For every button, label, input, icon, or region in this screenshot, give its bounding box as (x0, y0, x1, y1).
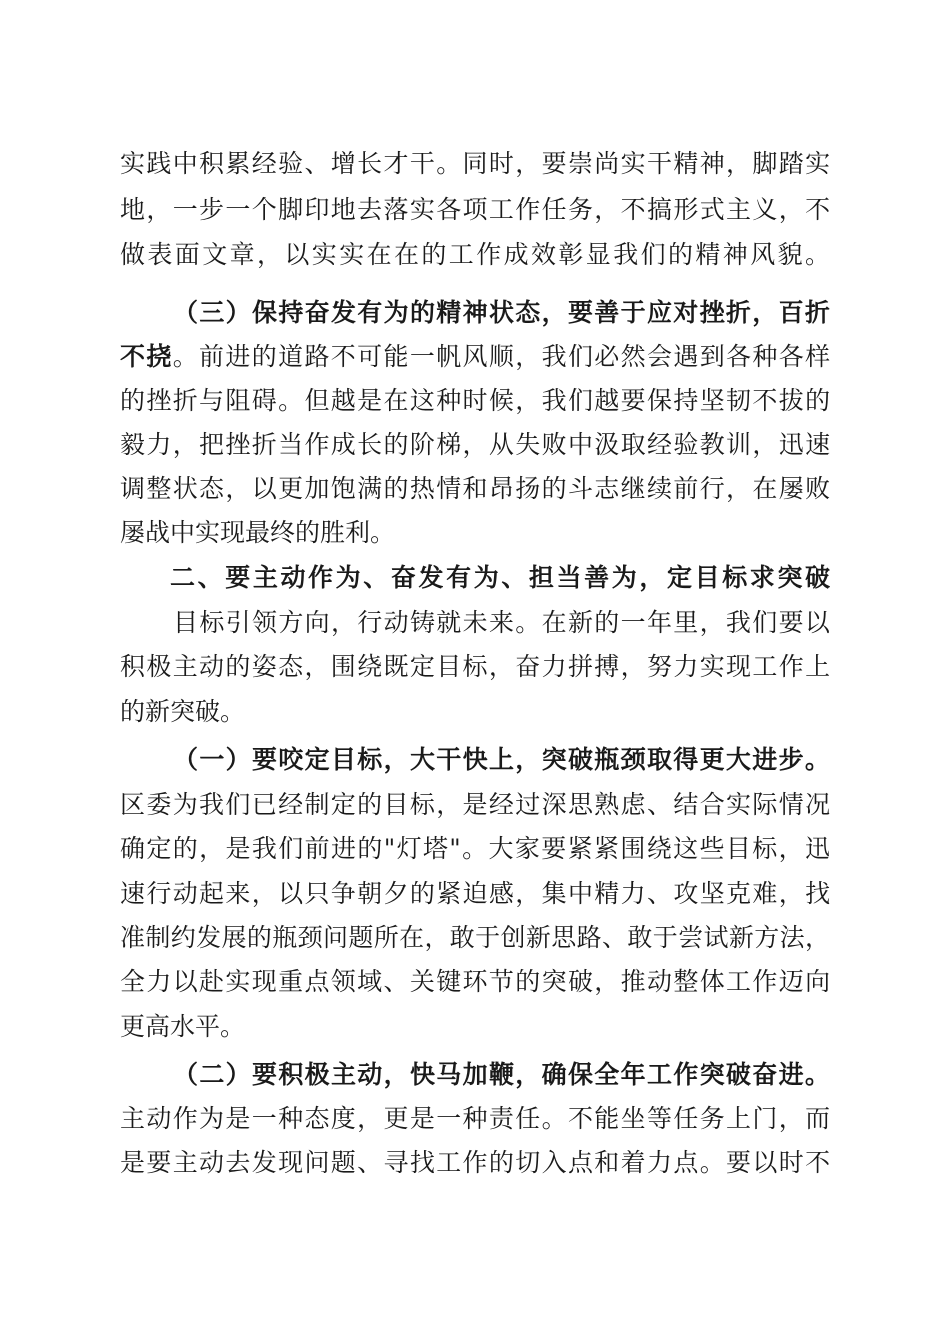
subsection-heading: （二）要积极主动，快马加鞭，确保全年工作突破奋进。 (173, 1060, 832, 1089)
bold-lead-text: （三）保持奋发有为的精神状态，要善于应对挫折，百折 (173, 298, 832, 327)
text-line: 区委为我们已经制定的目标，是经过深思熟虑、结合实际情况 (120, 790, 832, 819)
text-line: 确定的，是我们前进的"灯塔"。大家要紧紧围绕这些目标，迅 (120, 834, 832, 863)
subsection-heading: （一）要咬定目标，大干快上，突破瓶颈取得更大进步。 (173, 745, 832, 774)
text-line: 屡战中实现最终的胜利。 (120, 518, 396, 547)
text-line: 全力以赴实现重点领域、关键环节的突破，推动整体工作迈向 (120, 967, 832, 996)
text-line: 实践中积累经验、增长才干。同时，要崇尚实干精神，脚踏实 (120, 149, 832, 178)
text-line: 积极主动的姿态，围绕既定目标，奋力拼搏，努力实现工作上 (120, 652, 832, 681)
text-line: 做表面文章，以实实在在的工作成效彰显我们的精神风貌。 (120, 240, 833, 269)
body-text: 。前进的道路不可能一帆风顺，我们必然会遇到各种各样 (172, 342, 832, 371)
text-line: 主动作为是一种态度，更是一种责任。不能坐等任务上门，而 (120, 1104, 832, 1133)
text-line: 的新突破。 (120, 697, 246, 726)
text-line: 的挫折与阻碍。但越是在这种时候，我们越要保持坚韧不拔的 (120, 386, 832, 415)
text-line: 毅力，把挫折当作成长的阶梯，从失败中汲取经验教训，迅速 (120, 430, 832, 459)
text-line (173, 298, 831, 328)
text-line: 更高水平。 (120, 1012, 246, 1041)
text-line: 速行动起来，以只争朝夕的紧迫感，集中精力、攻坚克难，找 (120, 879, 832, 908)
text-line: 调整状态，以更加饱满的热情和昂扬的斗志继续前行，在屡败 (120, 474, 832, 503)
text-line (120, 342, 831, 372)
text-line: 地，一步一个脚印地去落实各项工作任务，不搞形式主义，不 (120, 195, 832, 224)
text-line: 准制约发展的瓶颈问题所在，敢于创新思路、敢于尝试新方法， (120, 923, 831, 952)
text-line: 是要主动去发现问题、寻找工作的切入点和着力点。要以时不 (120, 1148, 832, 1177)
section-heading: 二、要主动作为、奋发有为、担当善为，定目标求突破 (170, 563, 833, 592)
bold-lead-text: 不挠 (120, 342, 173, 371)
text-line: 目标引领方向，行动铸就未来。在新的一年里，我们要以 (173, 608, 832, 637)
